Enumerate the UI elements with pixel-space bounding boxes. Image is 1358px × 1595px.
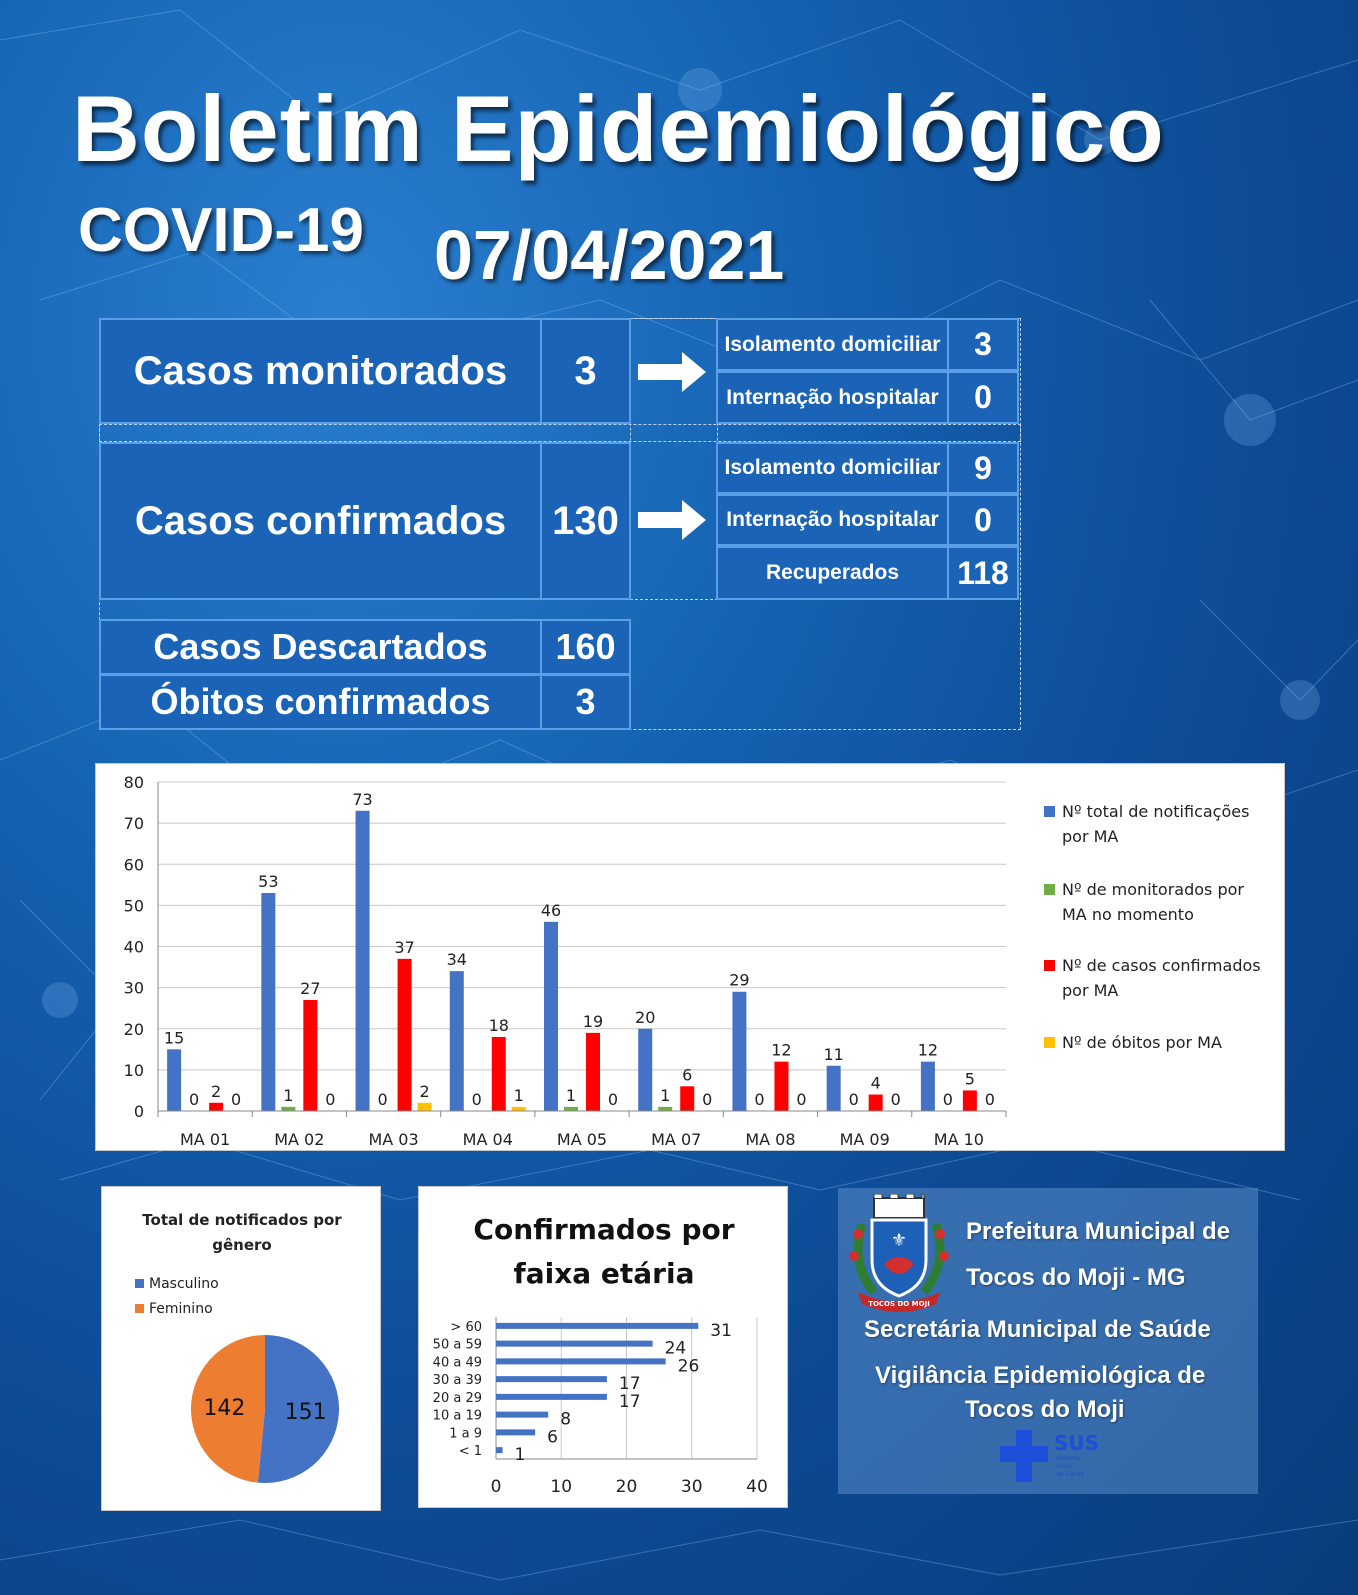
x-tick-label: MA 01 — [180, 1130, 231, 1149]
legend-swatch — [1044, 960, 1055, 971]
legend-label: Nº total de notificações por MA — [1062, 802, 1250, 846]
monitored-hospital-value: 0 — [947, 371, 1019, 424]
bar — [496, 1341, 653, 1347]
y-tick-label: 80 — [123, 773, 144, 792]
y-tick-label: 20 — [123, 1019, 144, 1039]
row-separator — [99, 424, 1021, 442]
x-tick-label: MA 08 — [745, 1130, 796, 1149]
data-label: 37 — [394, 937, 415, 957]
bar — [658, 1107, 672, 1111]
age-chart-panel — [418, 1186, 788, 1508]
bar — [544, 922, 558, 1111]
data-label: 24 — [664, 1338, 687, 1359]
svg-text:SUS: SUS — [1054, 1431, 1100, 1455]
bulletin-date: 07/04/2021 — [434, 216, 785, 294]
data-label: 1 — [660, 1085, 671, 1105]
data-label: 2 — [419, 1081, 430, 1101]
bar — [732, 992, 746, 1111]
bar — [496, 1394, 607, 1400]
y-tick-label: > 60 — [450, 1319, 482, 1335]
data-label: 0 — [471, 1090, 482, 1109]
footer-line3: Secretária Municipal de Saúde — [864, 1316, 1211, 1343]
bar — [303, 1000, 317, 1111]
data-label: 8 — [560, 1409, 572, 1430]
confirmed-cases-value: 130 — [540, 442, 631, 600]
footer-line1: Prefeitura Municipal de — [966, 1218, 1231, 1245]
confirmed-hospital-value: 0 — [947, 494, 1019, 546]
ma-chart-panel — [95, 763, 1285, 1151]
bar — [869, 1095, 883, 1111]
y-tick-label: 30 a 39 — [432, 1373, 482, 1389]
age-chart-title: Confirmados por faixa etária — [473, 1213, 735, 1290]
legend-label: Nº de casos confirmados por MA — [1062, 956, 1261, 1000]
x-tick-label: MA 02 — [274, 1130, 325, 1149]
data-label: 73 — [352, 789, 373, 809]
legend-swatch — [135, 1304, 144, 1313]
data-label: 0 — [702, 1090, 713, 1109]
bar — [356, 811, 370, 1111]
footer-line5: Tocos do Moji — [965, 1396, 1125, 1423]
bar — [496, 1412, 548, 1418]
bar — [496, 1429, 535, 1435]
data-label: 0 — [754, 1090, 765, 1109]
legend-swatch — [1044, 884, 1055, 895]
footer-line2: Tocos do Moji - MG — [966, 1264, 1186, 1291]
bar — [827, 1066, 841, 1111]
data-label: 17 — [618, 1391, 641, 1412]
data-label: 0 — [189, 1090, 200, 1109]
bar — [638, 1029, 652, 1111]
confirmed-home-isolation-value: 9 — [947, 442, 1019, 494]
data-label: 18 — [488, 1015, 509, 1035]
sus-logo-icon — [996, 1428, 1106, 1484]
data-label: 6 — [682, 1065, 693, 1085]
y-tick-label: 60 — [123, 855, 144, 875]
legend-swatch — [1044, 1037, 1055, 1048]
data-label: 0 — [231, 1090, 242, 1109]
x-tick-label: 30 — [680, 1477, 703, 1497]
bar — [496, 1358, 666, 1364]
bar — [167, 1049, 181, 1111]
confirmed-home-isolation-label: Isolamento domiciliar — [716, 442, 949, 494]
data-label: 15 — [163, 1028, 185, 1048]
recovered-label: Recuperados — [716, 546, 949, 600]
bar — [496, 1447, 503, 1453]
pie-title: Total de notificados por gênero — [142, 1211, 342, 1254]
x-tick-label: 20 — [615, 1477, 638, 1497]
y-tick-label: 40 — [123, 937, 144, 957]
footer-block — [838, 1188, 1258, 1494]
x-tick-label: 0 — [490, 1477, 502, 1497]
bar — [680, 1086, 694, 1111]
legend-label: Nº de óbitos por MA — [1062, 1033, 1222, 1052]
arrow-right-icon — [638, 352, 706, 392]
arrow-right-icon — [638, 500, 706, 540]
confirmed-hospital-label: Internação hospitalar — [716, 494, 949, 546]
bar — [418, 1103, 432, 1111]
svg-text:Sistema: Sistema — [1056, 1455, 1081, 1462]
municipal-crest-icon — [844, 1194, 954, 1314]
data-label: 27 — [300, 978, 321, 998]
ma-bar-chart — [96, 764, 1284, 1150]
y-tick-label: 30 — [123, 978, 144, 998]
confirmed-cases-label: Casos confirmados — [99, 442, 542, 600]
data-label: 46 — [540, 900, 562, 920]
data-label: 31 — [710, 1320, 732, 1341]
recovered-value: 118 — [947, 546, 1019, 600]
y-tick-label: 70 — [123, 814, 144, 834]
data-label: 0 — [890, 1090, 901, 1109]
bar — [209, 1103, 223, 1111]
legend-swatch — [1044, 806, 1055, 817]
data-label: 0 — [325, 1090, 336, 1109]
bar — [398, 959, 412, 1111]
data-label: 1 — [514, 1445, 526, 1466]
data-label: 1 — [283, 1085, 294, 1105]
age-bar-chart — [419, 1187, 787, 1507]
bar — [281, 1107, 295, 1111]
monitored-cases-value: 3 — [540, 318, 631, 424]
x-tick-label: MA 04 — [462, 1130, 513, 1149]
y-tick-label: 50 a 59 — [432, 1337, 482, 1353]
legend-label: Feminino — [149, 1301, 213, 1317]
deaths-label: Óbitos confirmados — [99, 674, 542, 730]
x-tick-label: 40 — [746, 1477, 768, 1497]
data-label: 11 — [823, 1044, 844, 1064]
svg-text:de Saúde: de Saúde — [1056, 1471, 1085, 1478]
data-label: 6 — [547, 1427, 558, 1448]
bar — [492, 1037, 506, 1111]
x-tick-label: MA 05 — [556, 1130, 608, 1149]
monitored-hospital-label: Internação hospitalar — [716, 371, 949, 424]
footer-line4: Vigilância Epidemiológica de — [875, 1362, 1206, 1389]
data-label: 0 — [942, 1090, 953, 1109]
y-tick-label: 1 a 9 — [449, 1426, 482, 1442]
monitored-home-isolation-label: Isolamento domiciliar — [716, 318, 949, 371]
data-label: 29 — [729, 970, 750, 990]
bar — [963, 1090, 977, 1111]
y-tick-label: 0 — [133, 1102, 144, 1121]
y-tick-label: < 1 — [458, 1444, 482, 1460]
y-tick-label: 10 — [123, 1060, 144, 1080]
legend-label: Nº de monitorados por MA no momento — [1062, 880, 1244, 924]
y-tick-label: 40 a 49 — [432, 1355, 482, 1371]
bar — [261, 893, 275, 1111]
x-tick-label: MA 09 — [839, 1130, 890, 1149]
data-label: 1 — [513, 1085, 524, 1105]
data-label: 53 — [258, 872, 279, 892]
deaths-value: 3 — [540, 674, 631, 730]
y-tick-label: 20 a 29 — [432, 1390, 482, 1406]
monitored-home-isolation-value: 3 — [947, 318, 1019, 371]
data-label: 0 — [377, 1090, 388, 1109]
y-tick-label: 50 — [123, 896, 144, 916]
bar — [496, 1323, 698, 1329]
bar — [564, 1107, 578, 1111]
disease-label: COVID-19 — [78, 196, 364, 265]
data-label: 5 — [964, 1069, 975, 1089]
bar — [496, 1376, 607, 1382]
data-label: 2 — [211, 1081, 222, 1101]
gender-chart-panel — [101, 1186, 381, 1511]
bar — [450, 971, 464, 1111]
svg-text:⚜: ⚜ — [890, 1230, 908, 1251]
monitored-cases-label: Casos monitorados — [99, 318, 542, 424]
x-tick-label: MA 07 — [651, 1130, 702, 1149]
data-label: 0 — [607, 1090, 619, 1109]
data-label: 4 — [870, 1073, 881, 1093]
data-label: 19 — [582, 1011, 604, 1031]
bar — [586, 1033, 600, 1111]
bulletin-title: Boletim Epidemiológico — [72, 76, 1165, 181]
data-label: 0 — [984, 1090, 995, 1109]
x-tick-label: MA 03 — [368, 1130, 419, 1149]
data-label: 20 — [635, 1007, 656, 1027]
legend-swatch — [135, 1279, 144, 1288]
bar — [512, 1107, 526, 1111]
gender-pie-chart — [102, 1187, 380, 1510]
data-label: 12 — [917, 1040, 939, 1060]
svg-text:Único: Único — [1056, 1463, 1073, 1470]
x-tick-label: MA 10 — [933, 1130, 984, 1149]
pie-value-label: 142 — [203, 1396, 246, 1422]
data-label: 17 — [618, 1374, 641, 1395]
legend-label: Masculino — [149, 1276, 219, 1292]
x-tick-label: 10 — [550, 1477, 573, 1497]
data-label: 0 — [796, 1090, 807, 1109]
data-label: 1 — [565, 1085, 577, 1105]
bar — [774, 1062, 788, 1111]
bar — [921, 1062, 935, 1111]
data-label: 34 — [446, 950, 467, 970]
discarded-cases-label: Casos Descartados — [99, 619, 542, 675]
data-label: 0 — [848, 1090, 859, 1109]
discarded-cases-value: 160 — [540, 619, 631, 675]
data-label: 26 — [677, 1356, 700, 1377]
y-tick-label: 10 a 19 — [432, 1408, 482, 1424]
data-label: 12 — [771, 1040, 792, 1060]
svg-text:TOCOS DO MOJI: TOCOS DO MOJI — [868, 1300, 930, 1308]
pie-value-label: 151 — [284, 1399, 327, 1425]
